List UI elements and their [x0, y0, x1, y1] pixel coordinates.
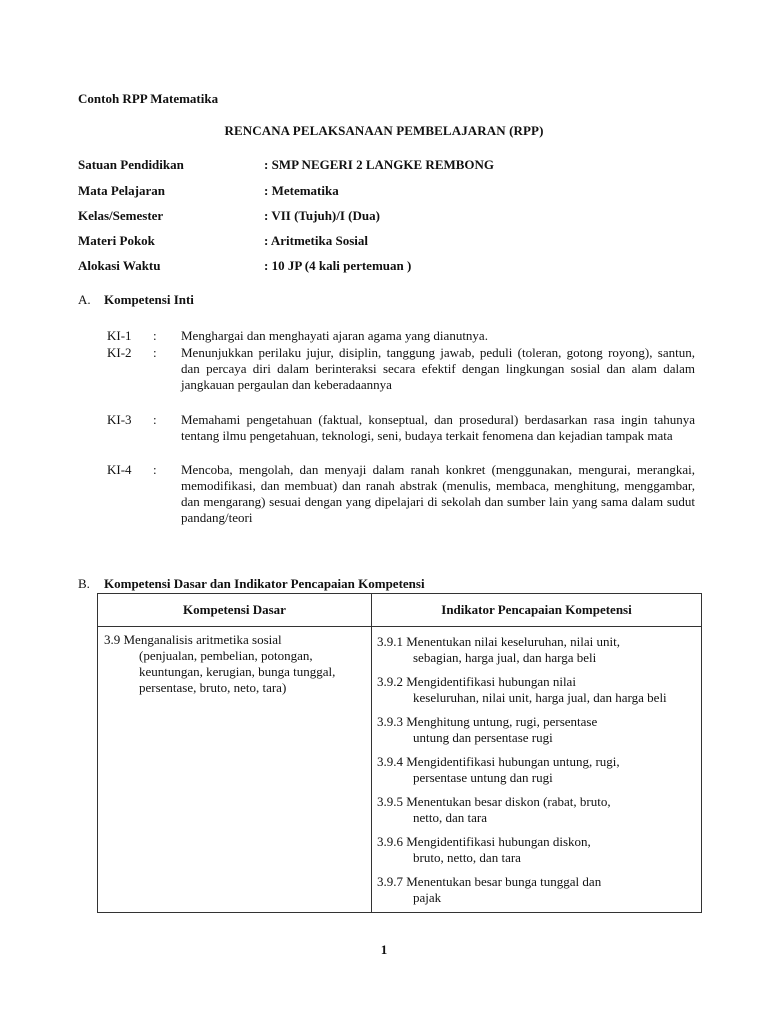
indicator-line: 3.9.4 Mengidentifikasi hubungan untung, rugi, [377, 754, 620, 769]
kompetensi-dasar-cell [98, 627, 372, 913]
section-letter: B. [78, 576, 90, 591]
indicator-continuation: untung dan persentase rugi [413, 730, 553, 745]
identity-key: Materi Pokok [78, 233, 155, 248]
table-header-kompetensi-dasar: Kompetensi Dasar [98, 594, 372, 627]
section-title: Kompetensi Inti [104, 292, 194, 307]
identity-value: : SMP NEGERI 2 LANGKE REMBONG [264, 157, 495, 172]
document-label: Contoh RPP Matematika [78, 91, 219, 106]
indicator-continuation: bruto, netto, dan tara [413, 850, 521, 865]
ki-colon: : [153, 412, 157, 427]
identity-key: Satuan Pendidikan [78, 157, 184, 172]
identity-key: Mata Pelajaran [78, 183, 166, 198]
indicator-continuation: netto, dan tara [413, 810, 487, 825]
ki-text: Menghargai dan menghayati ajaran agama yang dianutnya. [181, 328, 488, 343]
identity-value: : Metematika [264, 183, 339, 198]
indicator-line: 3.9.1 Menentukan nilai keseluruhan, nilai unit, [377, 634, 620, 649]
ki-text: Memahami pengetahuan (faktual, konseptual, dan prosedural) berdasarkan rasa ingin tahunya tentang ilmu pengetahuan, teknologi, seni, budaya terkait fenomena dan kejadian tampak mata [181, 412, 695, 443]
identity-value: : 10 JP (4 kali pertemuan ) [264, 258, 412, 273]
identity-key: Kelas/Semester [78, 208, 164, 223]
indicator-line: 3.9.3 Menghitung untung, rugi, persentase [377, 714, 598, 729]
competency-table [97, 593, 702, 913]
ki-code: KI-4 [107, 462, 132, 477]
indicator-item [377, 754, 695, 786]
identity-value: : Aritmetika Sosial [264, 233, 368, 248]
section-a-heading [78, 292, 194, 308]
indicator-line: 3.9.7 Menentukan besar bunga tunggal dan [377, 874, 602, 889]
ki-colon: : [153, 345, 157, 360]
ki-text: Menunjukkan perilaku jujur, disiplin, tanggung jawab, peduli (toleran, gotong royong), santun, dan percaya diri dalam berinteraksi secara efektif dengan lingkungan sosial dan alam dalam jangkauan pergaulan dan keberadaannya [181, 345, 695, 392]
identity-value: : VII (Tujuh)/I (Dua) [264, 208, 380, 223]
section-b-heading [78, 576, 425, 592]
page-number: 1 [380, 942, 388, 957]
indicator-continuation: pajak [413, 890, 442, 905]
ki-code: KI-3 [107, 412, 132, 427]
indicator-item [377, 874, 695, 906]
indikator-cell [372, 627, 702, 913]
indicator-item [377, 834, 695, 866]
section-title: Kompetensi Dasar dan Indikator Pencapaian Kompetensi [104, 576, 425, 591]
kd-line: 3.9 Menganalisis aritmetika sosial [104, 632, 282, 647]
indicator-continuation: keseluruhan, nilai unit, harga jual, dan harga beli [413, 690, 667, 705]
ki-colon: : [153, 462, 157, 477]
section-letter: A. [78, 292, 91, 307]
table-row [98, 627, 702, 913]
indicator-continuation: persentase untung dan rugi [413, 770, 553, 785]
ki-text: Mencoba, mengolah, dan menyaji dalam ranah konkret (menggunakan, mengurai, merangkai, memodifikasi, dan membuat) dan ranah abstrak (menulis, membaca, menghitung, menggambar, dan mengarang) sesuai dengan yang dipelajari di sekolah dan sumber lain yang sama dalam sudut pandang/teori [181, 462, 695, 525]
indicator-item [377, 674, 695, 706]
indicator-line: 3.9.2 Mengidentifikasi hubungan nilai [377, 674, 576, 689]
document-title: RENCANA PELAKSANAAN PEMBELAJARAN (RPP) [224, 123, 544, 138]
indicator-item [377, 634, 695, 666]
indicator-line: 3.9.6 Mengidentifikasi hubungan diskon, [377, 834, 591, 849]
table-header-indikator: Indikator Pencapaian Kompetensi [372, 594, 702, 627]
ki-code: KI-2 [107, 345, 132, 360]
table-header-row [98, 594, 702, 627]
identity-key: Alokasi Waktu [78, 258, 161, 273]
ki-code: KI-1 [107, 328, 132, 343]
ki-colon: : [153, 328, 157, 343]
indicator-line: 3.9.5 Menentukan besar diskon (rabat, bruto, [377, 794, 611, 809]
kd-detail: (penjualan, pembelian, potongan, keuntungan, kerugian, bunga tunggal, persentase, bruto, neto, tara) [139, 648, 336, 695]
indicator-continuation: sebagian, harga jual, dan harga beli [413, 650, 597, 665]
indicator-item [377, 794, 695, 826]
indicator-item [377, 714, 695, 746]
